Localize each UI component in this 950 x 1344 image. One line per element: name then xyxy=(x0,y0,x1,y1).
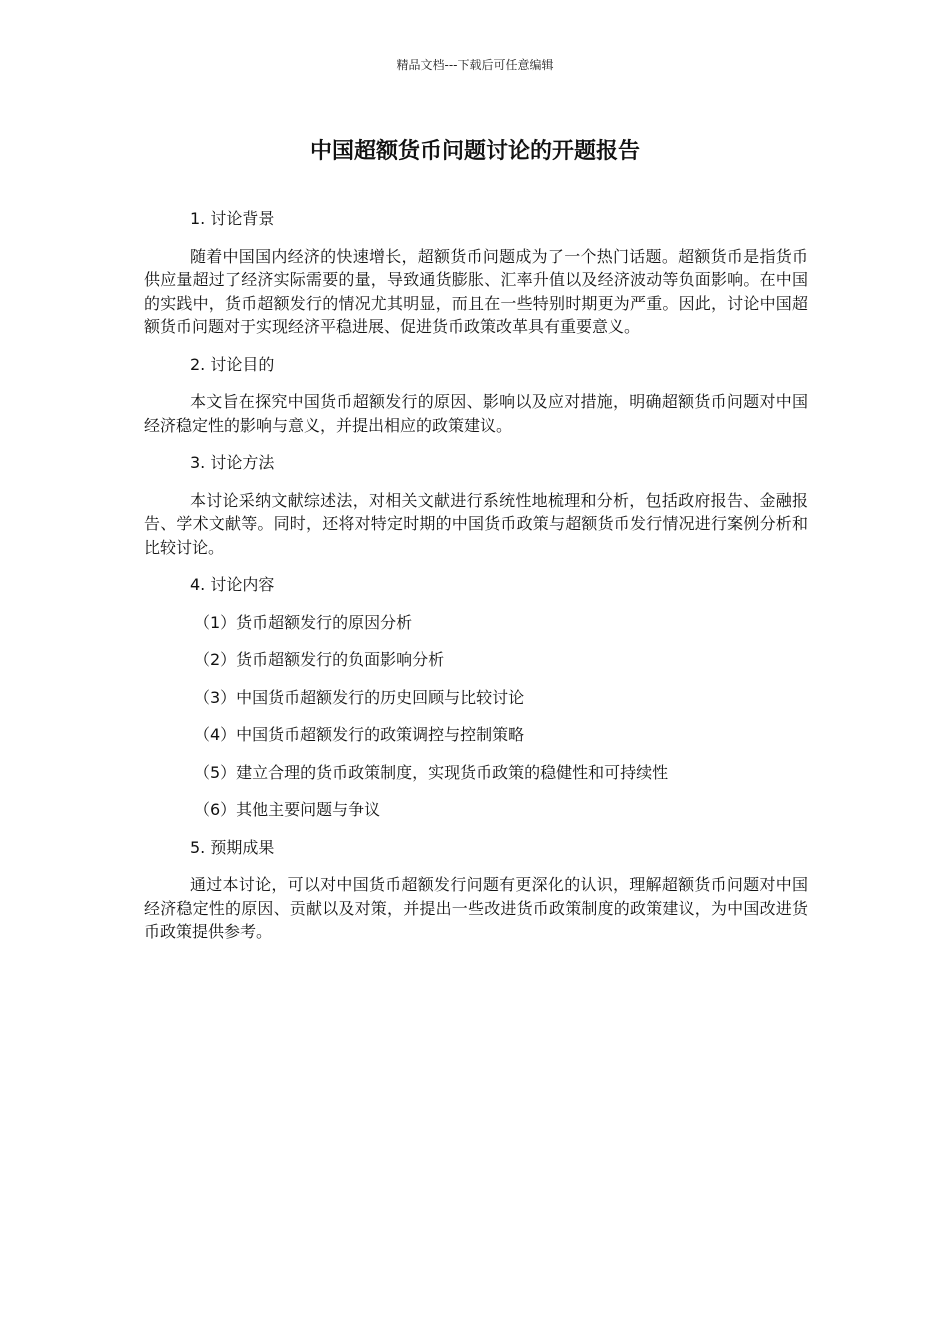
section-heading-results: 5. 预期成果 xyxy=(190,837,275,857)
header-note: 精品文档---下载后可任意编辑 xyxy=(396,58,554,72)
section-body-background: 随着中国国内经济的快速增长，超额货币问题成为了一个热门话题。超额货币是指货币供应量超过了经济实际需要的量，导致通货膨胀、汇率升值以及经济波动等负面影响。在中国的实践中，货币超额发行的情况尤其明显，而且在一些特别时期更为严重。因此，讨论中国超额货币问题对于实现经济平稳进展、促进货币政策改革具有重要意义。 xyxy=(144,246,808,336)
document-body xyxy=(144,207,808,958)
content-list-item: （4）中国货币超额发行的政策调控与控制策略 xyxy=(194,725,525,744)
section-body-purpose: 本文旨在探究中国货币超额发行的原因、影响以及应对措施，明确超额货币问题对中国经济稳定性的影响与意义，并提出相应的政策建议。 xyxy=(144,392,808,435)
content-list-item: （6）其他主要问题与争议 xyxy=(194,800,381,819)
content-list-item: （1）货币超额发行的原因分析 xyxy=(194,612,413,632)
content-list-item: （5）建立合理的货币政策制度，实现货币政策的稳健性和可持续性 xyxy=(194,762,669,782)
section-body-method: 本讨论采纳文献综述法，对相关文献进行系统性地梳理和分析，包括政府报告、金融报告、学术文献等。同时，还将对特定时期的中国货币政策与超额货币发行情况进行案例分析和比较讨论。 xyxy=(144,490,808,557)
section-heading-content: 4. 讨论内容 xyxy=(190,575,275,594)
section-heading-background: 1. 讨论背景 xyxy=(190,209,275,228)
content-list-item: （3）中国货币超额发行的历史回顾与比较讨论 xyxy=(194,687,525,707)
document-title: 中国超额货币问题讨论的开题报告 xyxy=(309,139,640,164)
section-heading-method: 3. 讨论方法 xyxy=(190,453,275,472)
section-body-results: 通过本讨论，可以对中国货币超额发行问题有更深化的认识，理解超额货币问题对中国经济稳定性的原因、贡献以及对策，并提出一些改进货币政策制度的政策建议，为中国改进货币政策提供参考。 xyxy=(144,875,808,941)
section-heading-purpose: 2. 讨论目的 xyxy=(190,354,275,374)
content-list-item: （2）货币超额发行的负面影响分析 xyxy=(194,650,445,669)
